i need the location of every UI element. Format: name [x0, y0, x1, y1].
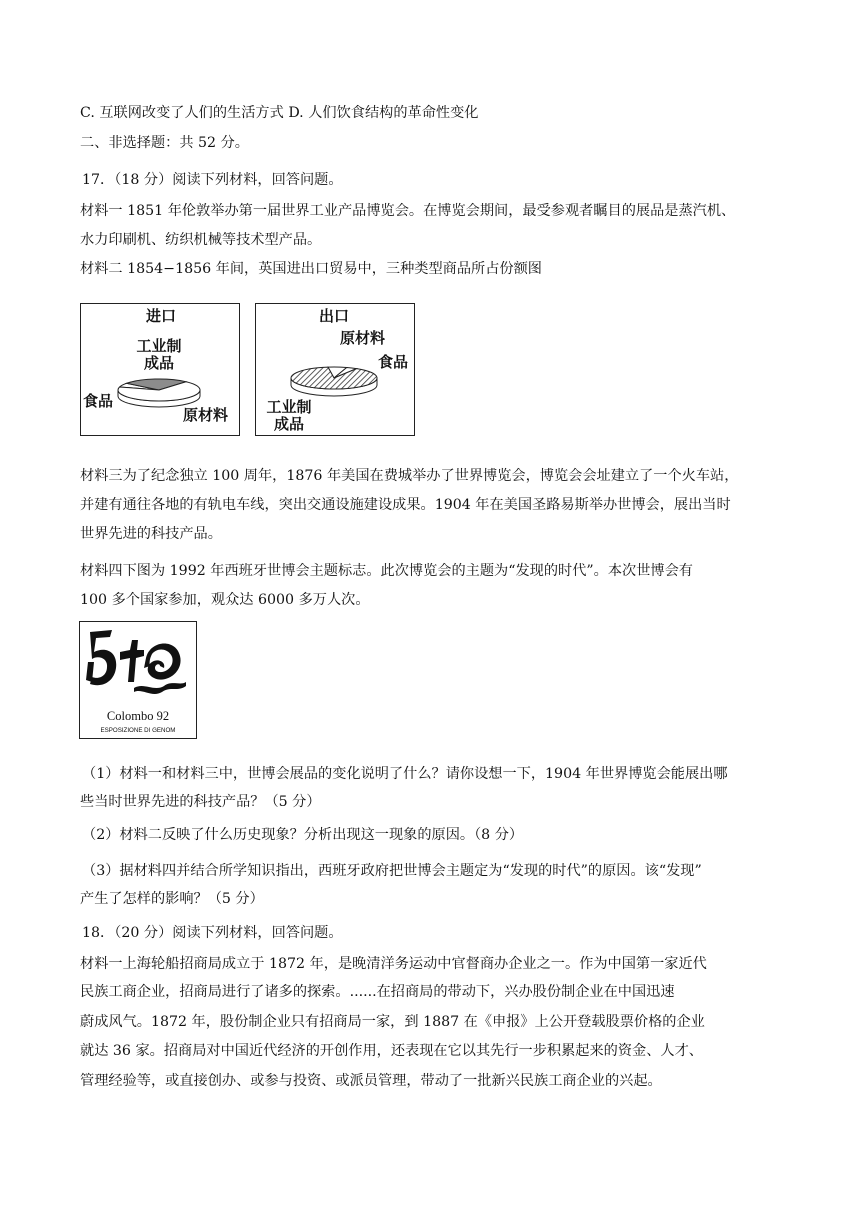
export-pie-chart	[255, 303, 415, 436]
export-label-manufactured-1: 工业制	[266, 398, 312, 416]
question-3-line-1: （3）据材料四并结合所学知识指出，西班牙政府把世博会主题定为“发现的时代”的原因。该“发现”	[82, 863, 702, 879]
material-2-caption: 材料二 1854−1856 年间，英国进出口贸易中，三种类型商品所占份额图	[80, 261, 542, 277]
q18-material-1-line-3: 蔚成风气。1872 年，股份制企业只有招商局一家，到 1887 在《申报》上公开登载股票价格的企业	[80, 1014, 705, 1030]
material-1-line-2: 水力印刷机、纺织机械等技术型产品。	[80, 232, 322, 248]
import-chart-title: 进口	[145, 307, 176, 325]
expo-logo-graphic	[80, 622, 196, 738]
q18-material-1-line-1: 材料一上海轮船招商局成立于 1872 年，是晚清洋务运动中官督商办企业之一。作为中国第一家近代	[80, 956, 707, 972]
export-label-manufactured-2: 成品	[273, 415, 304, 433]
question-3-line-2: 产生了怎样的影响？（5 分）	[80, 891, 264, 907]
material-4-line-1: 材料四下图为 1992 年西班牙世博会主题标志。此次博览会的主题为“发现的时代”。本次世博会有	[80, 563, 693, 579]
export-label-food: 食品	[378, 353, 409, 371]
export-chart-title: 出口	[318, 307, 349, 325]
import-label-food: 食品	[83, 392, 114, 410]
expo-logo-subcaption: ESPOSIZIONE DI GENOM	[100, 727, 176, 734]
expo-logo-caption: Colombo 92	[106, 709, 170, 723]
material-3-line-1: 材料三为了纪念独立 100 周年，1876 年美国在费城举办了世界博览会，博览会会址建立了一个火车站，	[80, 468, 739, 484]
export-pie-graphic	[256, 304, 414, 435]
material-3-line-2: 并建有通往各地的有轨电车线，突出交通设施建设成果。1904 年在美国圣路易斯举办世博会，展出当时	[80, 497, 731, 513]
import-label-manufactured-2: 成品	[143, 354, 174, 372]
import-pie-graphic	[81, 304, 239, 435]
q18-intro: 18．（20 分）阅读下列材料，回答问题。	[82, 925, 343, 941]
import-pie-chart	[80, 303, 240, 436]
q18-material-1-line-5: 管理经验等，或直接创办、或参与投资、或派员管理，带动了一批新兴民族工商企业的兴起。	[80, 1073, 662, 1089]
section-header: 二、非选择题：共 52 分。	[80, 135, 249, 151]
q18-material-1-line-4: 就达 36 家。招商局对中国近代经济的开创作用，还表现在它以其先行一步积累起来的资金、人才、	[80, 1043, 703, 1059]
q18-material-1-line-2: 民族工商企业，招商局进行了诸多的探索。......在招商局的带动下，兴办股份制企业在中国迅速	[80, 984, 675, 1000]
material-4-line-2: 100 多个国家参加，观众达 6000 多万人次。	[80, 592, 370, 608]
import-label-raw: 原材料	[183, 406, 229, 424]
question-1-line-2: 些当时世界先进的科技产品？（5 分）	[80, 794, 321, 810]
material-3-line-3: 世界先进的科技产品。	[80, 526, 222, 542]
question-1-line-1: （1）材料一和材料三中，世博会展品的变化说明了什么？请你设想一下，1904 年世界博览会能展出哪	[82, 766, 728, 782]
question-2: （2）材料二反映了什么历史现象？分析出现这一现象的原因。（8 分）	[82, 827, 524, 843]
q17-intro: 17．（18 分）阅读下列材料，回答问题。	[82, 172, 343, 188]
export-label-raw: 原材料	[340, 329, 386, 347]
q16-options-line: C. 互联网改变了人们的生活方式 D. 人们饮食结构的革命性变化	[80, 105, 479, 121]
import-label-manufactured-1: 工业制	[136, 337, 182, 355]
material-1-line-1: 材料一 1851 年伦敦举办第一届世界工业产品博览会。在博览会期间，最受参观者瞩目的展品是蒸汽机、	[80, 203, 736, 219]
expo-1992-logo	[79, 621, 197, 739]
